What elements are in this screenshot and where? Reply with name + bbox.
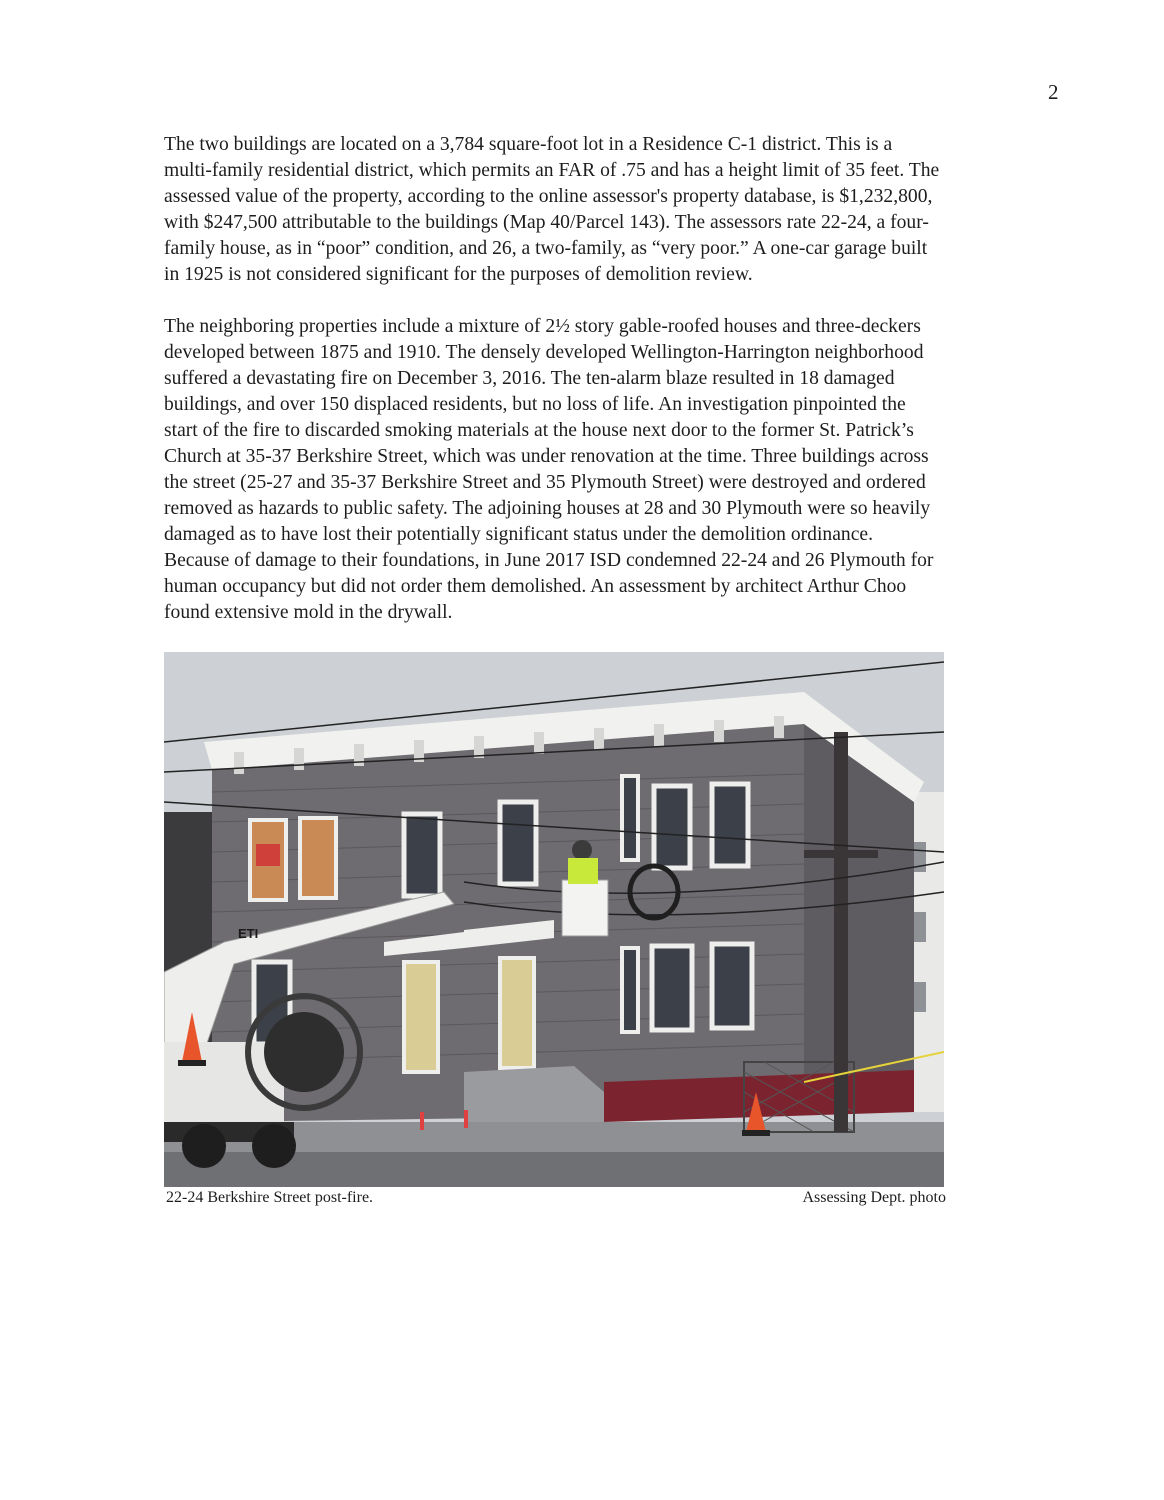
text-line: Church at 35-37 Berkshire Street, which was under renovation at the time. Three buildings across [164, 446, 929, 467]
text-line: with $247,500 attributable to the buildings (Map 40/Parcel 143). The assessors rate 22-24, a four- [164, 212, 929, 233]
paragraph-zoning [164, 132, 964, 288]
photo-credit: Assessing Dept. photo [802, 1189, 946, 1206]
truck-brand: ETI [238, 926, 259, 941]
text-line: assessed value of the property, according to the online assessor's property database, is $1,232,800, [164, 186, 933, 207]
text-line: removed as hazards to public safety. The adjoining houses at 28 and 30 Plymouth were so heavily [164, 498, 931, 519]
text-line: developed between 1875 and 1910. The densely developed Wellington-Harrington neighborhood [164, 342, 924, 363]
text-line: The two buildings are located on a 3,784 square-foot lot in a Residence C-1 district. This is a [164, 134, 893, 155]
text-line: multi-family residential district, which permits an FAR of .75 and has a height limit of 35 feet. The [164, 160, 940, 181]
text-line: found extensive mold in the drywall. [164, 602, 453, 623]
text-line: the street (25-27 and 35-37 Berkshire Street and 35 Plymouth Street) were destroyed and ordered [164, 472, 926, 493]
building-photo [164, 652, 944, 1187]
text-line: suffered a devastating fire on December 3, 2016. The ten-alarm blaze resulted in 18 damaged [164, 368, 895, 389]
text-line: family house, as in “poor” condition, and 26, a two-family, as “very poor.” A one-car garage built [164, 238, 928, 259]
page-number: 2 [1048, 80, 1059, 104]
text-line: in 1925 is not considered significant for the purposes of demolition review. [164, 264, 753, 285]
text-line: buildings, and over 150 displaced residents, but no loss of life. An investigation pinpointed the [164, 394, 906, 415]
text-line: human occupancy but did not order them demolished. An assessment by architect Arthur Choo [164, 576, 907, 597]
text-line: Because of damage to their foundations, in June 2017 ISD condemned 22-24 and 26 Plymouth for [164, 550, 934, 571]
text-line: The neighboring properties include a mixture of 2½ story gable-roofed houses and three-deckers [164, 316, 921, 337]
text-line: start of the fire to discarded smoking materials at the house next door to the former St. Patrick’s [164, 420, 914, 441]
text-line: damaged as to have lost their potentially significant status under the demolition ordinance. [164, 524, 874, 545]
photo-caption: 22-24 Berkshire Street post-fire. [166, 1189, 374, 1206]
paragraph-fire-history [164, 314, 964, 626]
